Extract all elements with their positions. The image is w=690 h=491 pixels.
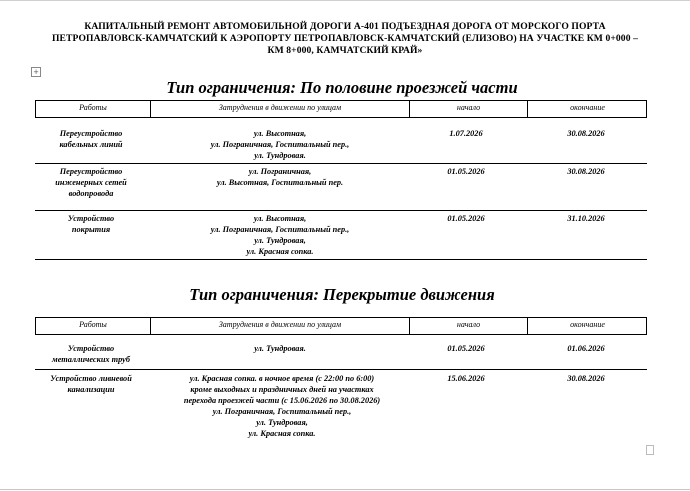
- column-header-works: Работы: [79, 320, 107, 329]
- cell-start: 01.05.2026: [447, 214, 485, 223]
- cell-end: 31.10.2026: [567, 214, 605, 223]
- cell-line: ул. Красная сопка.: [246, 247, 314, 256]
- cell-end: 30.08.2026: [567, 374, 605, 383]
- cell-line: Устройство: [67, 344, 115, 353]
- cell-line: водопровода: [68, 189, 114, 198]
- cell-line: ул. Тундровая.: [254, 151, 306, 160]
- column-header-start: начало: [409, 318, 527, 334]
- cell-start: 1.07.2026: [449, 129, 483, 138]
- section-heading-half-lane: Тип ограничения: По половине проезжей части: [166, 78, 518, 97]
- document-title-line: ПЕТРОПАВЛОВСК-КАМЧАТСКИЙ К АЭРОПОРТУ ПЕТРОПАВЛОВСК-КАМЧАТСКИЙ (ЕЛИЗОВО) НА УЧАСТКЕ КМ 0+000 –: [52, 33, 638, 45]
- cell-line: перехода проезжей части (с 15.06.2026 по 30.08.2026): [183, 396, 381, 405]
- column-header-streets: Затруднения в движении по улицам: [150, 101, 409, 117]
- cell-line: ул. Пограничная, Госпитальный пер.,: [210, 140, 350, 149]
- cell-line: ул. Пограничная, Госпитальный пер.,: [212, 407, 352, 416]
- row-divider: [35, 210, 647, 211]
- cell-line: металлических труб: [52, 355, 130, 364]
- cell-start: 01.05.2026: [447, 167, 485, 176]
- cell-streets: [155, 128, 405, 161]
- cell-line: ул. Тундровая,: [254, 236, 306, 245]
- cell-works: [35, 373, 147, 395]
- cell-line: Устройство ливневой: [50, 374, 132, 383]
- page-top-edge: [0, 0, 690, 1]
- row-divider: [35, 259, 647, 260]
- cell-line: покрытия: [71, 225, 111, 234]
- cell-end: 30.08.2026: [567, 129, 605, 138]
- cell-line: ул. Красная сопка. в ночное время (с 22:00 по 6:00): [189, 374, 375, 383]
- column-header-start: начало: [409, 101, 527, 117]
- cell-line: ул. Высотная,: [253, 129, 307, 138]
- cell-line: канализации: [67, 385, 115, 394]
- section-heading-closure: Тип ограничения: Перекрытие движения: [189, 285, 495, 304]
- cell-line: Переустройство: [59, 129, 123, 138]
- cell-works: [35, 166, 147, 199]
- cell-line: ул. Тундровая,: [256, 418, 308, 427]
- cell-line: ул. Пограничная,: [248, 167, 312, 176]
- table-header-closure: [35, 317, 647, 335]
- cell-works: [35, 213, 147, 235]
- document-title: [28, 21, 662, 58]
- cell-streets: [155, 343, 405, 354]
- document-title-line: КМ 8+000, КАМЧАТСКИЙ КРАЙ»: [267, 45, 423, 57]
- page-bottom-edge: [0, 489, 690, 490]
- cell-end: 01.06.2026: [567, 344, 605, 353]
- column-header-end: окончание: [527, 101, 647, 117]
- cell-start: 01.05.2026: [447, 344, 485, 353]
- cell-end: 30.08.2026: [567, 167, 605, 176]
- column-header-works: Работы: [79, 103, 107, 112]
- cell-start: 15.06.2026: [447, 374, 485, 383]
- document-title-line: КАПИТАЛЬНЫЙ РЕМОНТ АВТОМОБИЛЬНОЙ ДОРОГИ А-401 ПОДЪЕЗДНАЯ ДОРОГА ОТ МОРСКОГО ПОРТА: [84, 21, 606, 32]
- cell-streets: [155, 166, 405, 188]
- cell-line: ул. Высотная,: [253, 214, 307, 223]
- cell-line: ул. Тундровая.: [254, 344, 306, 353]
- cell-line: кабельных линий: [59, 140, 123, 149]
- cell-line: Переустройство: [59, 167, 123, 176]
- cell-works: [35, 343, 147, 365]
- cell-line: кроме выходных и праздничных дней на участках: [190, 385, 374, 394]
- cell-line: Устройство: [67, 214, 115, 223]
- table-header-half-lane: [35, 100, 647, 118]
- cell-line: ул. Пограничная, Госпитальный пер.,: [210, 225, 350, 234]
- cell-streets: [155, 213, 405, 257]
- move-anchor-icon[interactable]: +: [31, 67, 41, 77]
- column-header-end: окончание: [527, 318, 647, 334]
- cell-works: [35, 128, 147, 150]
- column-header-streets: Затруднения в движении по улицам: [150, 318, 409, 334]
- paragraph-mark-icon: [646, 445, 654, 455]
- cell-line: ул. Красная сопка.: [248, 429, 316, 438]
- cell-line: инженерных сетей: [55, 178, 127, 187]
- row-divider: [35, 163, 647, 164]
- row-divider: [35, 369, 647, 370]
- cell-streets: [153, 373, 411, 439]
- cell-line: ул. Высотная, Госпитальный пер.: [216, 178, 344, 187]
